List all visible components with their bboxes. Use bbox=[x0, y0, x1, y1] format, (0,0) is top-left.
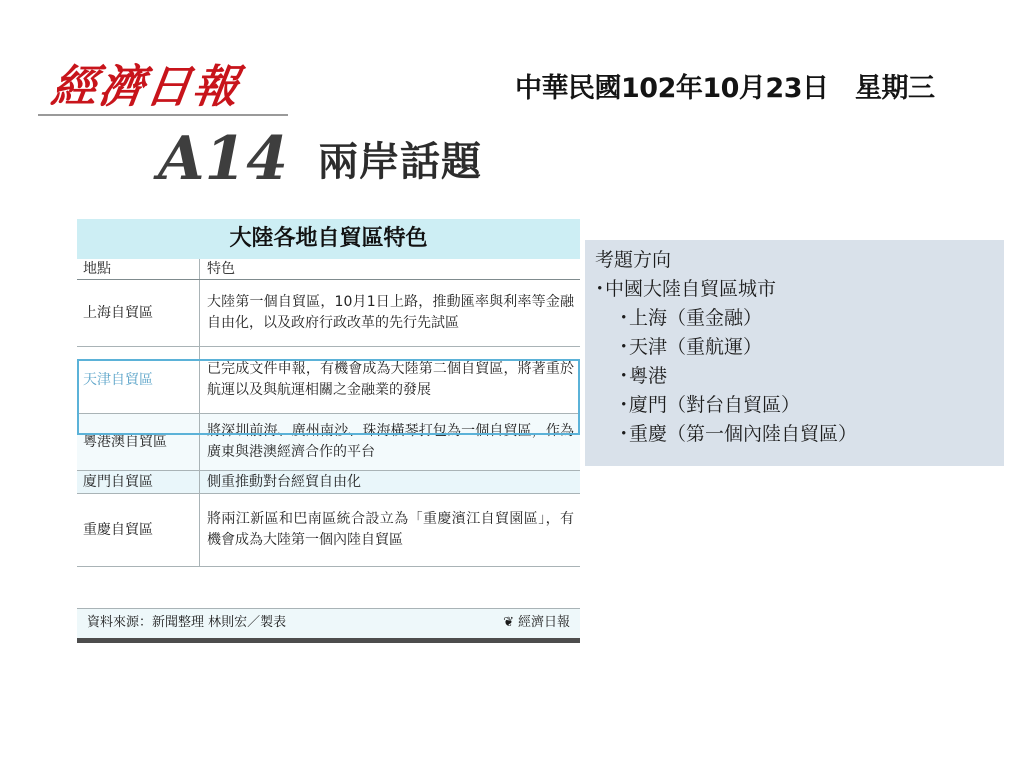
bullet-dot: ･ bbox=[619, 394, 629, 416]
notes-item bbox=[595, 391, 994, 420]
bullet-dot: ･ bbox=[595, 278, 605, 300]
udn-bird-icon: ❦ bbox=[503, 615, 514, 630]
data-source: 資料來源：新聞整理 林則宏／製表 bbox=[87, 615, 287, 630]
page-number: A14 bbox=[158, 124, 289, 194]
notes-item bbox=[595, 362, 994, 391]
notes-item-text: 廈門（對台自貿區） bbox=[629, 394, 801, 416]
column-header-feature: 特色 bbox=[200, 259, 581, 280]
table-title: 大陸各地自貿區特色 bbox=[77, 219, 580, 259]
notes-item bbox=[595, 333, 994, 362]
newspaper-logo: 經濟日報 bbox=[48, 60, 244, 113]
row-location: 廈門自貿區 bbox=[77, 471, 200, 494]
notes-topic: 中國大陸自貿區城市 bbox=[605, 278, 777, 300]
issue-date: 中華民國102年10月23日 星期三 bbox=[515, 73, 935, 104]
table-row bbox=[77, 280, 580, 347]
row-feature: 已完成文件申報，有機會成為大陸第二個自貿區，將著重於航運以及與航運相關之金融業的發展 bbox=[200, 347, 581, 414]
table-footer bbox=[77, 608, 580, 638]
brand-credit bbox=[503, 609, 570, 637]
row-feature: 側重推動對台經貿自由化 bbox=[200, 471, 581, 494]
notes-item bbox=[595, 304, 994, 333]
table-row-highlighted bbox=[77, 347, 580, 414]
bullet-dot: ･ bbox=[619, 423, 629, 445]
row-feature: 將兩江新區和巴南區統合設立為「重慶濱江自貿園區」，有機會成為大陸第一個內陸自貿區 bbox=[200, 494, 581, 567]
bullet-dot: ･ bbox=[619, 336, 629, 358]
notes-item-text: 粵港 bbox=[629, 365, 668, 387]
bullet-dot: ･ bbox=[619, 365, 629, 387]
row-location: 天津自貿區 bbox=[77, 347, 200, 414]
ftz-table bbox=[77, 259, 580, 567]
row-feature: 將深圳前海、廣州南沙、珠海橫琴打包為一個自貿區，作為廣東與港澳經濟合作的平台 bbox=[200, 414, 581, 471]
table-row bbox=[77, 494, 580, 567]
row-location: 粵港澳自貿區 bbox=[77, 414, 200, 471]
table-row bbox=[77, 414, 580, 471]
section-title: 兩岸話題 bbox=[318, 138, 482, 185]
notes-item-text: 重慶（第一個內陸自貿區） bbox=[629, 423, 858, 445]
notes-item-text: 上海（重金融） bbox=[629, 307, 763, 329]
notes-topic-line bbox=[595, 275, 994, 304]
ftz-table-card bbox=[77, 219, 580, 643]
table-row bbox=[77, 471, 580, 494]
row-feature: 大陸第一個自貿區，10月1日上路，推動匯率與利率等金融自由化，以及政府行政改革的先行先試區 bbox=[200, 280, 581, 347]
row-location: 上海自貿區 bbox=[77, 280, 200, 347]
exam-notes-box bbox=[585, 240, 1004, 466]
masthead-rule bbox=[38, 114, 288, 116]
column-header-location: 地點 bbox=[77, 259, 200, 280]
notes-heading: 考題方向 bbox=[595, 249, 672, 271]
bullet-dot: ･ bbox=[619, 307, 629, 329]
table-header-row bbox=[77, 259, 580, 280]
notes-item-text: 天津（重航運） bbox=[629, 336, 763, 358]
notes-item bbox=[595, 420, 994, 449]
brand-label: 經濟日報 bbox=[517, 615, 570, 630]
row-location: 重慶自貿區 bbox=[77, 494, 200, 567]
